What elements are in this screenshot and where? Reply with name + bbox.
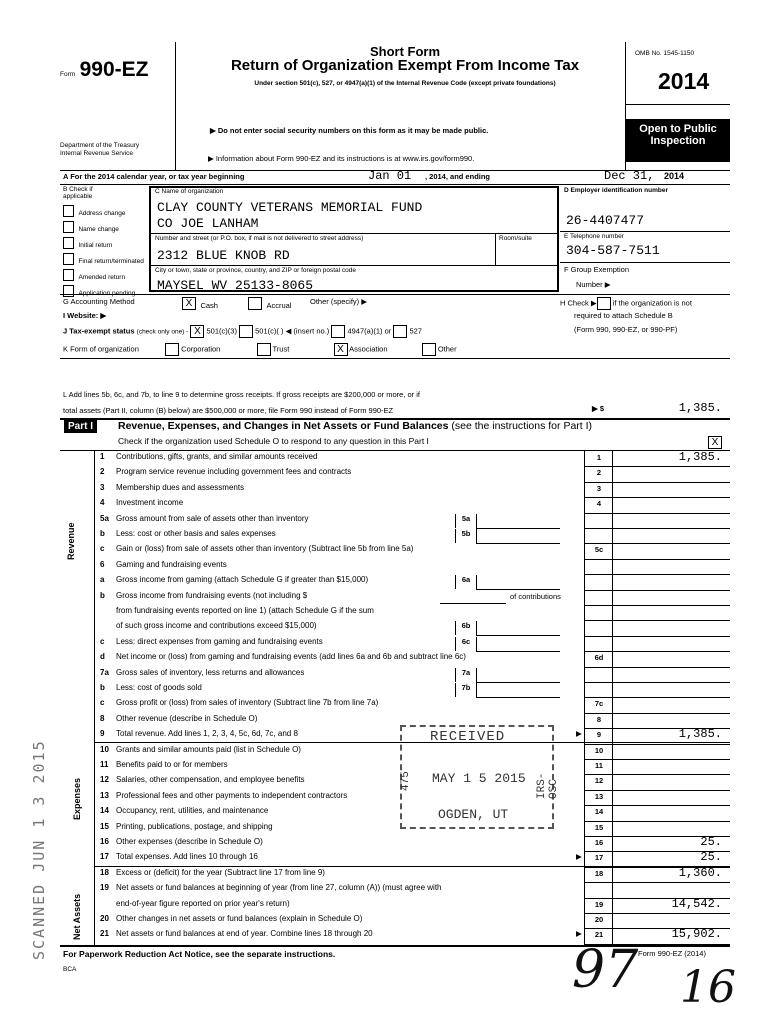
part-1-line xyxy=(100,852,258,861)
line-box-label: 18 xyxy=(594,868,604,878)
part-1-line xyxy=(100,868,325,877)
line-box-label: 9 xyxy=(596,730,602,740)
line-amount[interactable]: 25. xyxy=(700,850,722,865)
public-line-2: Inspection xyxy=(650,135,706,147)
line-h-text-4: (Form 990, 990-EZ, or 990-PF) xyxy=(574,325,678,334)
line-j: J Tax-exempt status (check only one) - X 501(c)(3) 501(c)( ) ◀ (insert no.) 4947(a)(1) or 527 xyxy=(63,326,422,337)
side-label-expenses: Expenses xyxy=(72,777,82,820)
part-1-line xyxy=(100,683,202,692)
line-text: Investment income xyxy=(116,498,184,508)
street-address[interactable]: 2312 BLUE KNOB RD xyxy=(157,248,290,263)
check-501c[interactable] xyxy=(239,325,253,338)
part-1-line xyxy=(100,514,309,523)
line-text: Other changes in net assets or fund balances (explain in Schedule O) xyxy=(116,914,363,923)
line-amount[interactable]: 1,385. xyxy=(678,727,722,742)
line-box-label: 13 xyxy=(594,791,604,801)
title-block xyxy=(180,44,630,87)
line-number: a xyxy=(100,575,105,585)
tax-year-begin[interactable]: Jan 01 xyxy=(368,169,412,183)
part-1-line xyxy=(100,467,351,476)
line-text: from fundraising events reported on line 1) (attach Schedule G if the sum xyxy=(116,606,374,615)
line-number: 5a xyxy=(100,513,109,523)
line-l-arrow: ▶ $ xyxy=(592,404,605,413)
part-1-line xyxy=(100,637,323,646)
line-number: 3 xyxy=(100,482,105,492)
part-1-line xyxy=(100,914,362,923)
line-text: Less: direct expenses from gaming and fundraising events xyxy=(116,636,323,646)
part-1-line xyxy=(100,822,273,831)
line-text: Gross amount from sale of assets other than inventory xyxy=(116,513,309,523)
line-amount[interactable]: 1,360. xyxy=(678,865,722,880)
line-number: 20 xyxy=(100,914,109,923)
section-b-checks xyxy=(63,202,144,298)
line-number: 9 xyxy=(100,729,105,739)
gross-receipts-value[interactable]: 1,385. xyxy=(678,401,722,415)
part-1-line xyxy=(100,498,183,507)
check-501c3[interactable]: X xyxy=(190,325,204,338)
line-text: Contributions, gifts, grants, and similar amounts received xyxy=(116,452,318,461)
line-number: 1 xyxy=(100,452,105,461)
part-1-title-row xyxy=(118,420,592,432)
line-number: 18 xyxy=(100,867,109,877)
line-text: Other revenue (describe in Schedule O) xyxy=(116,713,258,723)
ssn-warning: ▶ Do not enter social security numbers on this form as it may be made public. xyxy=(210,126,489,135)
line-text: Gross income from fundraising events (not including $ xyxy=(116,590,308,600)
line-number: 11 xyxy=(100,760,109,769)
line-box-label: 21 xyxy=(594,930,604,940)
line-number: c xyxy=(100,544,105,554)
dept-line-2: Internal Revenue Service xyxy=(60,150,133,157)
accounting-method-label: G Accounting Method xyxy=(63,297,135,306)
check-4947[interactable] xyxy=(331,325,345,338)
dept-block xyxy=(60,142,180,158)
subline-amount-field[interactable] xyxy=(476,529,560,544)
line-amount[interactable]: 14,542. xyxy=(671,896,722,911)
arrow-icon: ▶ xyxy=(576,852,582,862)
line-number: 17 xyxy=(100,852,109,862)
cash-option[interactable]: X Cash xyxy=(182,295,218,313)
part-1-tag: Part I xyxy=(64,420,97,433)
phone-value[interactable]: 304-587-7511 xyxy=(566,243,660,258)
line-number: 14 xyxy=(100,806,109,816)
line-number: 8 xyxy=(100,713,105,723)
line-number: 13 xyxy=(100,790,109,800)
line-k: K Form of organization Corporation Trust X Association Other xyxy=(63,344,457,355)
check-initial-return[interactable]: Initial return xyxy=(63,234,144,250)
line-number: 6 xyxy=(100,559,105,569)
subline-box: 7b xyxy=(455,683,477,697)
check-amended-return[interactable]: Amended return xyxy=(63,266,144,282)
check-association[interactable]: X xyxy=(334,343,348,356)
line-text: Other expenses (describe in Schedule O) xyxy=(116,837,263,846)
part-1-line xyxy=(100,575,368,584)
bca-mark: BCA xyxy=(63,966,77,973)
part-1-line xyxy=(100,591,307,600)
line-box-label: 12 xyxy=(594,776,604,786)
check-corporation[interactable] xyxy=(165,343,179,356)
part-1-line xyxy=(100,760,228,769)
part-1-line xyxy=(100,883,442,892)
subtitle: Under section 501(c), 527, or 4947(a)(1) of the Internal Revenue Code (except private foundations) xyxy=(254,80,556,87)
tax-year-end[interactable]: Dec 31, xyxy=(604,169,655,183)
arrow-icon: ▶ xyxy=(576,929,582,939)
part-1-line xyxy=(100,698,378,707)
part-1-line xyxy=(100,714,257,723)
line-text: Net income or (loss) from gaming and fundraising events (add lines 6a and 6b and subtract line 6c) xyxy=(116,652,466,662)
part-1-line xyxy=(100,483,244,492)
line-number: 7a xyxy=(100,667,109,677)
handwritten-number-1: 97 xyxy=(572,940,639,1000)
line-number: d xyxy=(100,652,105,662)
stamp-received: RECEIVED xyxy=(430,729,506,745)
line-box-label: 14 xyxy=(594,807,604,817)
line-box-label: 5c xyxy=(594,545,604,555)
line-text: Program service revenue including government fees and contracts xyxy=(116,467,352,477)
part-1-line xyxy=(100,606,374,615)
subline-box: 6c xyxy=(455,637,477,651)
other-method-option[interactable]: Other (specify) ▶ xyxy=(310,297,368,306)
stamp-city: OGDEN, UT xyxy=(438,807,509,822)
city-label: City or town, state or province, country, and ZIP or foreign postal code xyxy=(155,267,356,274)
line-box-label: 11 xyxy=(595,761,603,770)
line-amount[interactable]: 25. xyxy=(700,835,722,849)
part-1-line xyxy=(100,529,276,538)
part-1-line xyxy=(100,775,305,784)
line-text: Membership dues and assessments xyxy=(116,482,245,492)
phone-label: E Telephone number xyxy=(564,233,624,240)
ein-value[interactable]: 26-4407477 xyxy=(566,213,645,228)
line-box-label: 8 xyxy=(596,714,602,724)
line-number: b xyxy=(100,529,105,538)
line-text: Total expenses. Add lines 10 through 16 xyxy=(116,852,258,862)
line-text: Professional fees and other payments to independent contractors xyxy=(116,790,348,800)
line-number: c xyxy=(100,636,105,646)
subline-box: 7a xyxy=(455,668,477,682)
stamp-date: MAY 1 5 2015 xyxy=(432,771,526,786)
line-box-label: 20 xyxy=(594,915,604,924)
line-number: 21 xyxy=(100,929,109,939)
line-box-label: 10 xyxy=(594,745,604,755)
part-1-line xyxy=(100,806,268,815)
subline-box: 6a xyxy=(455,575,477,589)
public-inspection-box xyxy=(626,119,730,162)
org-name-label: C Name of organization xyxy=(155,188,224,195)
line-text: Net assets or fund balances at beginning of year (from line 27, column (A)) (must agree with xyxy=(116,883,442,893)
subline-box: 5a xyxy=(455,514,477,528)
line-a-mid: , 2014, and ending xyxy=(425,172,491,181)
part-1-line xyxy=(100,652,466,661)
footer-form-ref: Form 990-EZ (2014) xyxy=(638,949,706,958)
section-c-box xyxy=(149,186,559,292)
line-text: of such gross income and contributions exceed $15,000) xyxy=(116,621,317,631)
subline-amount-field[interactable] xyxy=(476,621,560,636)
line-number: 19 xyxy=(100,883,109,893)
public-line-1: Open to Public xyxy=(639,123,717,135)
group-exemption-number[interactable]: Number ▶ xyxy=(576,280,611,289)
line-text: Gain or (loss) from sale of assets other than inventory (Subtract line 5b from line 5a) xyxy=(116,544,414,554)
part-1-title-suffix: (see the instructions for Part I) xyxy=(451,420,593,432)
line-text: Benefits paid to or for members xyxy=(116,760,228,769)
scanned-stamp: SCANNED JUN 1 3 2015 xyxy=(30,739,48,960)
line-text: Excess or (deficit) for the year (Subtract line 17 from line 9) xyxy=(116,867,325,877)
line-text: Less: cost or other basis and sales expenses xyxy=(116,529,276,538)
line-tail-text: of contributions xyxy=(510,591,561,601)
subline-box: 6b xyxy=(455,621,477,635)
line-box-label: 16 xyxy=(594,838,604,847)
check-final-return[interactable]: Final return/terminated xyxy=(63,250,144,266)
line-number: 12 xyxy=(100,775,109,785)
room-label: Room/suite xyxy=(499,235,532,242)
form-number-block xyxy=(60,58,149,82)
form-header xyxy=(60,40,730,170)
line-h-text-3: required to attach Schedule B xyxy=(574,311,673,320)
line-text: Gross sales of inventory, less returns and allowances xyxy=(116,667,305,677)
side-label-net-assets: Net Assets xyxy=(72,893,82,940)
line-box-label: 17 xyxy=(594,853,604,863)
line-text: Gross income from gaming (attach Schedule G if greater than $15,000) xyxy=(116,575,369,585)
dept-line-1: Department of the Treasury xyxy=(60,142,140,149)
part-1-line xyxy=(100,668,304,677)
org-name-line-2[interactable]: CO JOE LANHAM xyxy=(157,216,259,231)
line-text: Grants and similar amounts paid (list in Schedule O) xyxy=(116,744,301,754)
info-line: ▶ Information about Form 990-EZ and its instructions is at www.irs.gov/form990. xyxy=(208,154,475,163)
line-box-label: 15 xyxy=(594,822,604,832)
line-a-label: A For the 2014 calendar year, or tax year beginning xyxy=(63,172,245,181)
line-l-text-1: L Add lines 5b, 6c, and 7b, to line 9 to determine gross receipts. If gross receipts are $200,000 or more, or if xyxy=(63,390,421,399)
line-box-label: 2 xyxy=(596,468,602,478)
line-text: Net assets or fund balances at end of year. Combine lines 18 through 20 xyxy=(116,929,373,939)
line-number: 15 xyxy=(100,821,109,831)
check-application-pending[interactable]: Application pending xyxy=(63,282,144,298)
subline-amount-field[interactable] xyxy=(476,668,560,683)
subline-box: 5b xyxy=(455,529,477,543)
part-1-line xyxy=(100,729,298,738)
line-text: Less: cost of goods sold xyxy=(116,683,202,692)
line-amount[interactable]: 1,385. xyxy=(678,450,722,464)
line-text: Occupancy, rent, utilities, and maintenance xyxy=(116,806,269,816)
line-box-label: 3 xyxy=(596,483,602,493)
form-number: 990-EZ xyxy=(79,58,149,81)
line-h: H Check ▶ if the organization is not xyxy=(560,297,692,310)
subline-amount-field[interactable] xyxy=(476,637,560,652)
stamp-code-right: IRS-OSC xyxy=(536,772,560,799)
org-name-line-1[interactable]: CLAY COUNTY VETERANS MEMORIAL FUND xyxy=(157,200,423,215)
part-1-title: Revenue, Expenses, and Changes in Net Assets or Fund Balances xyxy=(118,420,449,432)
part-1-line xyxy=(100,791,347,800)
line-number: 16 xyxy=(100,837,109,846)
city-state-zip[interactable]: MAYSEL WV 25133-8065 xyxy=(157,278,314,293)
line-number: 2 xyxy=(100,467,105,477)
check-other-org[interactable] xyxy=(422,343,436,356)
line-box-label: 4 xyxy=(596,499,602,509)
check-527[interactable] xyxy=(393,325,407,338)
check-h-box[interactable] xyxy=(597,297,611,310)
group-exemption-label: F Group Exemption xyxy=(564,265,630,274)
subline-amount-field[interactable] xyxy=(476,575,560,590)
line-number: b xyxy=(100,683,105,692)
side-label-revenue: Revenue xyxy=(66,522,76,560)
schedule-o-check-text: Check if the organization used Schedule O to respond to any question in this Part I xyxy=(118,436,429,446)
part-1-line xyxy=(100,452,317,461)
accrual-option[interactable]: Accrual xyxy=(248,295,291,313)
section-b-label: B Check if applicable xyxy=(63,186,93,200)
title-small: Short Form xyxy=(369,44,441,59)
line-text: Gross profit or (loss) from sales of inventory (Subtract line 7b from line 7a) xyxy=(116,698,379,708)
subline-amount-field[interactable] xyxy=(476,514,560,529)
part-1-line xyxy=(100,560,227,569)
line-box-label: 1 xyxy=(596,453,602,462)
line-text: Gaming and fundraising events xyxy=(116,559,227,569)
tax-year: 2014 xyxy=(658,68,710,94)
line-box-label: 19 xyxy=(594,899,604,909)
line-text: Printing, publications, postage, and shipping xyxy=(116,821,273,831)
check-address-change[interactable]: Address change xyxy=(63,202,144,218)
part-1-line xyxy=(100,837,263,846)
line-number: b xyxy=(100,590,105,600)
part-1-line xyxy=(100,899,290,908)
received-stamp xyxy=(400,725,560,829)
omb-number: OMB No. 1545-1150 xyxy=(635,50,695,57)
line-l-text-2: total assets (Part II, column (B) below) are $500,000 or more, file Form 990 instead of Form 990-EZ xyxy=(63,406,394,415)
paperwork-notice: For Paperwork Reduction Act Notice, see the separate instructions. xyxy=(63,949,336,959)
line-number: 4 xyxy=(100,498,105,508)
line-text: end-of-year figure reported on prior year's return) xyxy=(116,898,290,908)
line-box-label: 7c xyxy=(594,699,604,709)
street-label: Number and street (or P.O. box, if mail is not delivered to street address) xyxy=(155,235,364,242)
form-prefix: Form xyxy=(60,71,76,78)
check-trust[interactable] xyxy=(257,343,271,356)
tax-year-end-year: 2014 xyxy=(664,171,685,181)
part-1-line xyxy=(100,745,301,754)
handwritten-number-2: 16 xyxy=(680,962,736,1013)
check-name-change[interactable]: Name change xyxy=(63,218,144,234)
line-text: Total revenue. Add lines 1, 2, 3, 4, 5c, 6d, 7c, and 8 xyxy=(116,729,298,739)
part-1-line xyxy=(100,929,373,938)
line-amount[interactable]: 15,902. xyxy=(671,927,722,942)
subline-amount-field[interactable] xyxy=(476,683,560,698)
stamp-code-left: 475 xyxy=(400,771,412,791)
line-box-label: 6d xyxy=(594,653,604,663)
line-text: Salaries, other compensation, and employee benefits xyxy=(116,775,305,785)
website-label: I Website: ▶ xyxy=(63,311,107,320)
line-number: 10 xyxy=(100,744,109,754)
line-number: c xyxy=(100,698,105,708)
ein-label: D Employer identification number xyxy=(564,187,669,194)
schedule-o-checkbox[interactable]: X xyxy=(708,434,722,452)
part-1-line xyxy=(100,544,413,553)
title-main: Return of Organization Exempt From Income Tax xyxy=(230,57,580,74)
part-1-line xyxy=(100,621,317,630)
arrow-icon: ▶ xyxy=(576,729,582,739)
